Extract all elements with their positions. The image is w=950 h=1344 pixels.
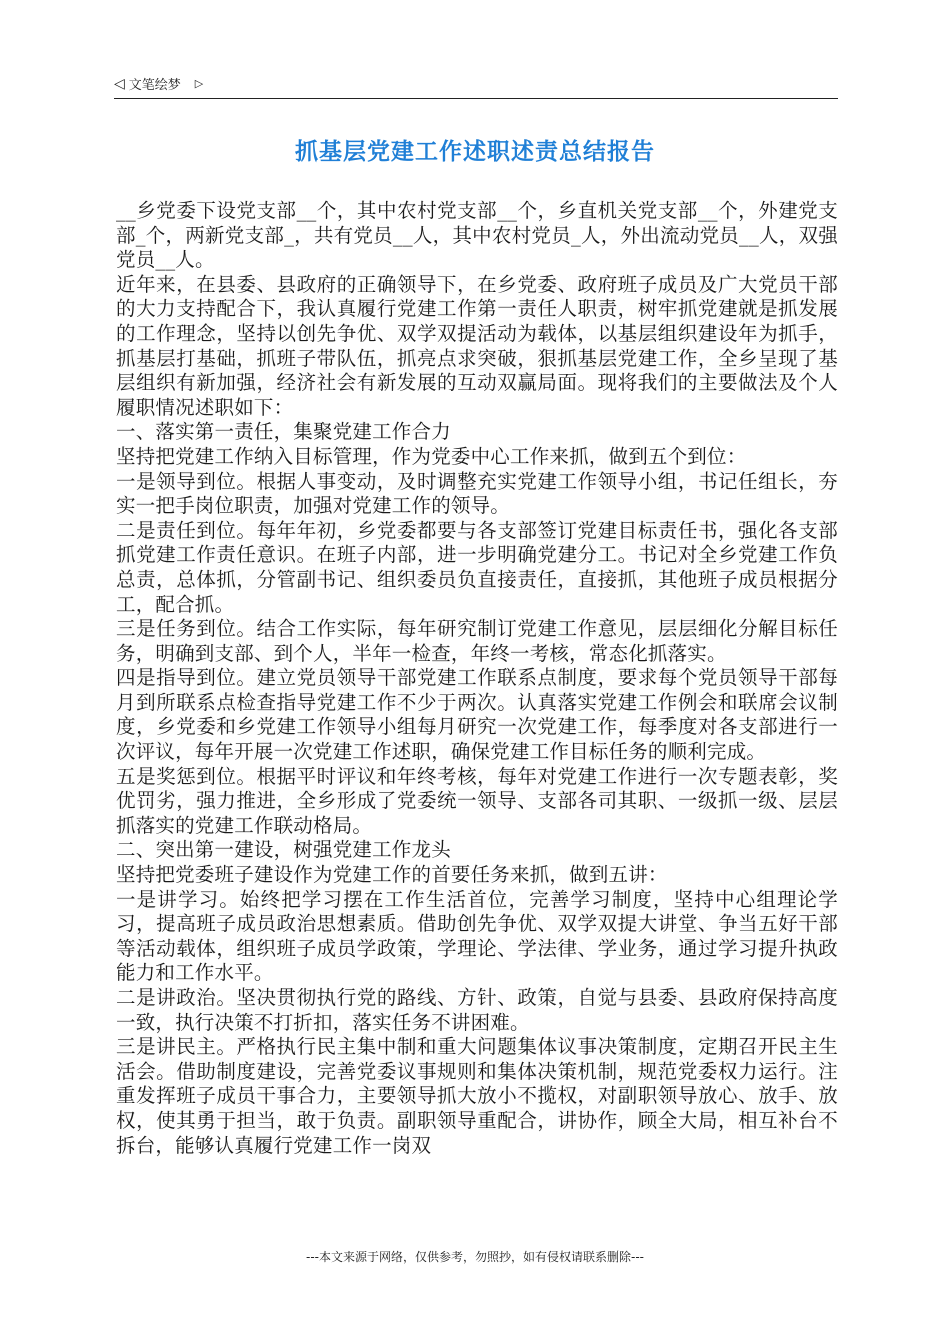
section-heading: 一、落实第一责任，集聚党建工作合力 [116, 420, 451, 444]
page-header [114, 72, 838, 99]
paragraph: 一是领导到位。根据人事变动，及时调整充实党建工作领导小组，书记任组长，夯实一把手岗位职责，加强对党建工作的领导。 [116, 469, 838, 518]
brand-text: 文笔绘梦 [128, 78, 181, 93]
paragraph: 五是奖惩到位。根据平时评议和年终考核，每年对党建工作进行一次专题表彰，奖优罚劣，强力推进，全乡形成了党委统一领导、支部各司其职、一级抓一级、层层抓落实的党建工作联动格局。 [116, 764, 838, 837]
paragraph: 二是讲政治。坚决贯彻执行党的路线、方针、政策，自觉与县委、县政府保持高度一致，执行决策不打折扣，落实任务不讲困难。 [116, 986, 838, 1034]
document-body [116, 199, 838, 1158]
paragraph: 一是讲学习。始终把学习摆在工作生活首位，完善学习制度，坚持中心组理论学习，提高班子成员政治思想素质。借助创先争优、双学双提大讲堂、争当五好干部等活动载体，组织班子成员学政策，学理论、学法律、学业务，通过学习提升执政能力和工作水平。 [116, 887, 838, 985]
brand [114, 74, 203, 93]
triangle-left-icon: ◁ [114, 75, 125, 92]
paragraph: 坚持把党委班子建设作为党建工作的首要任务来抓，做到五讲： [116, 863, 668, 887]
paragraph: 三是任务到位。结合工作实际，每年研究制订党建工作意见，层层细化分解目标任务，明确到支部、到个人，半年一检查，年终一考核，常态化抓落实。 [116, 617, 838, 665]
paragraph: 二是责任到位。每年年初，乡党委都要与各支部签订党建目标责任书，强化各支部抓党建工作责任意识。在班子内部，进一步明确党建分工。书记对全乡党建工作负总责，总体抓，分管副书记、组织委员负直接责任，直接抓，其他班子成员根据分工，配合抓。 [116, 518, 838, 616]
paragraph: 三是讲民主。严格执行民主集中制和重大问题集体议事决策制度，定期召开民主生活会。借助制度建设，完善党委议事规则和集体决策机制，规范党委权力运行。注重发挥班子成员干事合力，主要领导抓大放小不揽权，对副职领导放心、放手、放权，使其勇于担当，敢于负责。副职领导重配合，讲协作，顾全大局，相互补台不拆台，能够认真履行党建工作一岗双 [116, 1035, 838, 1157]
section-heading: 二、突出第一建设，树强党建工作龙头 [116, 838, 451, 862]
footer-disclaimer: ---本文来源于网络，仅供参考，勿照抄，如有侵权请联系删除--- [306, 1250, 644, 1264]
paragraph: 坚持把党建工作纳入目标管理，作为党委中心工作来抓，做到五个到位： [116, 444, 747, 468]
paragraph: __乡党委下设党支部__个，其中农村党支部__个，乡直机关党支部__个，外建党支部_个，两新党支部_，共有党员__人，其中农村党员_人，外出流动党员__人，双强党员__人。 [116, 199, 838, 272]
document-title: 抓基层党建工作述职述责总结报告 [295, 139, 655, 165]
paragraph: 近年来，在县委、县政府的正确领导下，在乡党委、政府班子成员及广大党员干部的大力支持配合下，我认真履行党建工作第一责任人职责，树牢抓党建就是抓发展的工作理念，坚持以创先争优、双学双提活动为载体，以基层组织建设年为抓手，抓基层打基础，抓班子带队伍，抓亮点求突破，狠抓基层党建工作，全乡呈现了基层组织有新加强，经济社会有新发展的互动双赢局面。现将我们的主要做法及个人履职情况述职如下： [116, 272, 838, 419]
paragraph: 四是指导到位。建立党员领导干部党建工作联系点制度，要求每个党员领导干部每月到所联系点检查指导党建工作不少于两次。认真落实党建工作例会和联席会议制度，乡党委和乡党建工作领导小组每月研究一次党建工作，每季度对各支部进行一次评议，每年开展一次党建工作述职，确保党建工作目标任务的顺利完成。 [116, 666, 838, 764]
triangle-right-icon: ▷ [194, 77, 204, 90]
